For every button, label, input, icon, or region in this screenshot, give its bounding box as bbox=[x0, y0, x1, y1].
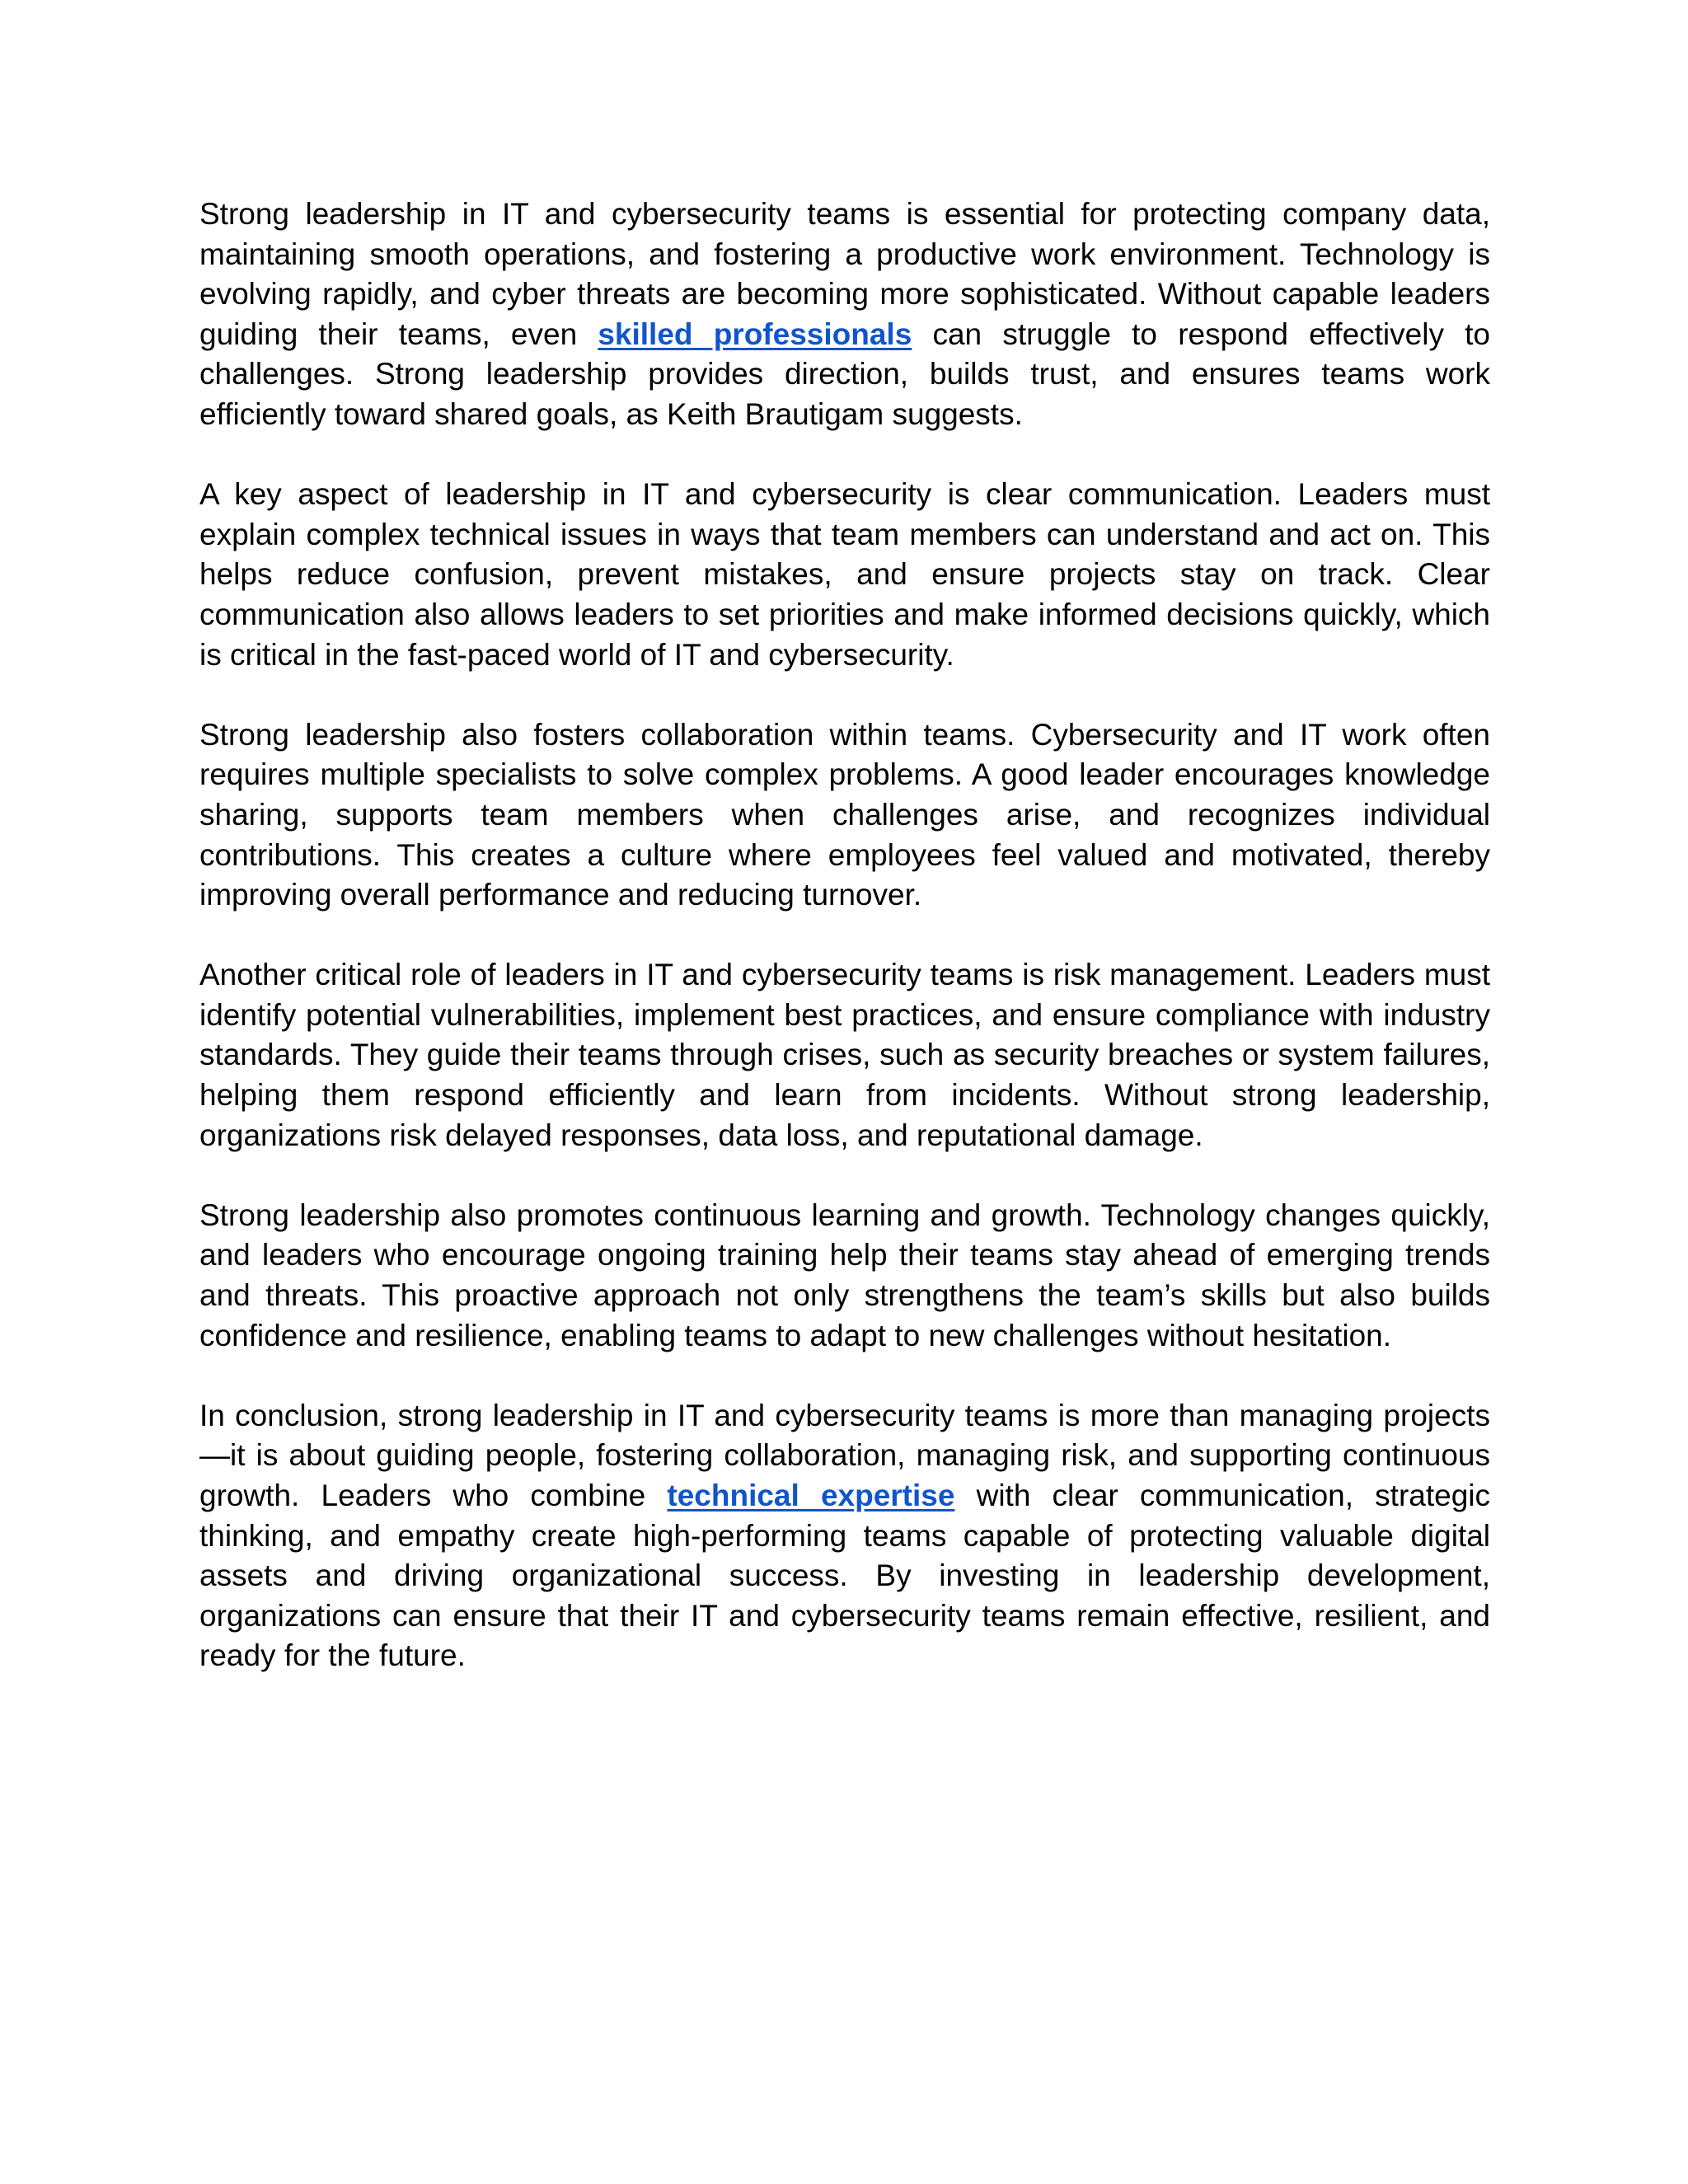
paragraph-communication: A key aspect of leadership in IT and cybersecurity is clear communication. Leaders must explain complex technical issues in ways that team members can understand and act on. This helps reduce confusion, prevent mistakes, and ensure projects stay on track. Clear communication also allows leaders to set priorities and make informed decisions quickly, which is critical in the fast-paced world of IT and cybersecurity. bbox=[199, 477, 1490, 672]
paragraph-intro bbox=[199, 194, 1490, 435]
document-body bbox=[199, 194, 1490, 1676]
paragraph-text: Strong leadership in IT and cybersecurity teams is essential for protecting company data, maintaining smooth operations, and fostering a productive work environment. Technology is evolving rapidly, and cyber threats are becoming more sophisticated. Without capable leaders guiding their teams, even bbox=[199, 197, 1490, 351]
technical-expertise-link[interactable]: technical expertise bbox=[667, 1479, 955, 1512]
paragraph-risk-management: Another critical role of leaders in IT and cybersecurity teams is risk management. Leaders must identify potential vulnerabilities, implement best practices, and ensure compliance with industry standards. They guide their teams through crises, such as security breaches or system failures, helping them respond efficiently and learn from incidents. Without strong leadership, organizations risk delayed responses, data loss, and reputational damage. bbox=[199, 958, 1490, 1152]
skilled-professionals-link[interactable]: skilled professionals bbox=[598, 316, 912, 351]
paragraph-text: with clear communication, strategic thinking, and empathy create high-performing teams capable of protecting valuable digital assets and driving organizational success. By investing in leadership development, organizations can ensure that their IT and cybersecurity teams remain effective, resilient, and ready for the future. bbox=[199, 1479, 1490, 1673]
paragraph-collaboration: Strong leadership also fosters collaboration within teams. Cybersecurity and IT work often requires multiple specialists to solve complex problems. A good leader encourages knowledge sharing, supports team members when challenges arise, and recognizes individual contributions. This creates a culture where employees feel valued and motivated, thereby improving overall performance and reducing turnover. bbox=[199, 717, 1490, 912]
paragraph-learning: Strong leadership also promotes continuous learning and growth. Technology changes quickly, and leaders who encourage ongoing training help their teams stay ahead of emerging trends and threats. This proactive approach not only strengthens the team’s skills but also builds confidence and resilience, enabling teams to adapt to new challenges without hesitation. bbox=[199, 1197, 1490, 1352]
paragraph-conclusion bbox=[199, 1396, 1490, 1676]
paragraph-text: can struggle to respond effectively to challenges. Strong leadership provides direction, builds trust, and ensures teams work efficiently toward shared goals, as Keith Brautigam suggests. bbox=[199, 316, 1490, 431]
paragraph-text: In conclusion, strong leadership in IT and cybersecurity teams is more than managing projects—it is about guiding people, fostering collaboration, managing risk, and supporting continuous growth. Leaders who combine bbox=[199, 1398, 1490, 1512]
